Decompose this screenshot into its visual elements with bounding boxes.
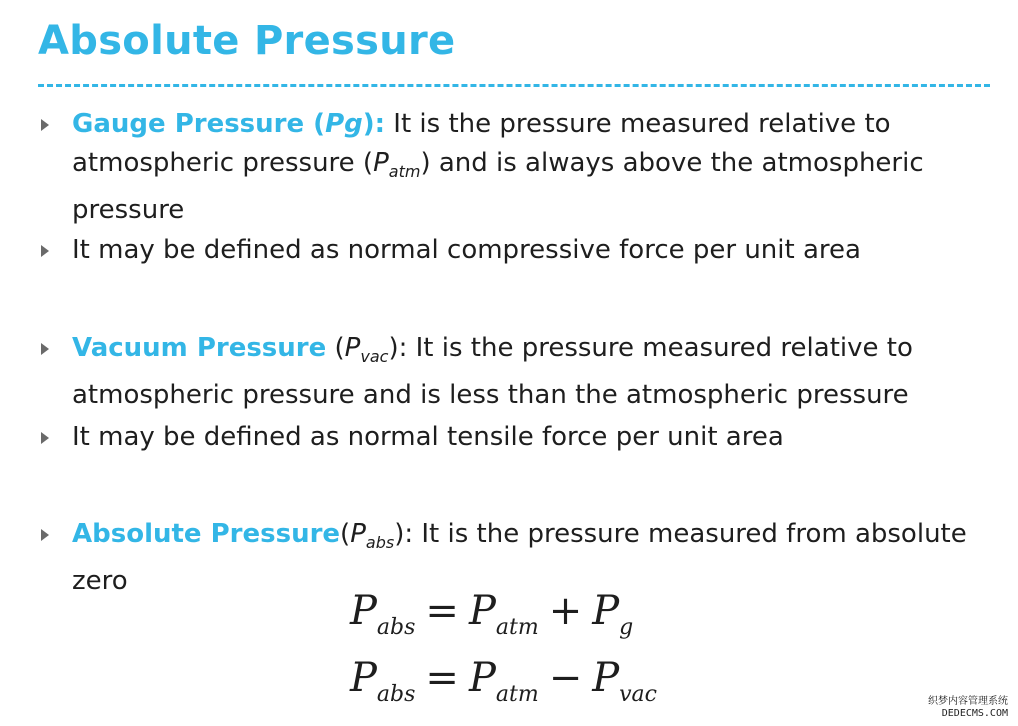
bullet-arrow-icon: [38, 515, 72, 554]
bullet-text: Vacuum Pressure $(P_{vac})$: It is the pressure measured relative to atmospheric pressure and is less than the atmospheric pressure: [72, 333, 913, 410]
term-label: Vacuum Pressure: [72, 333, 327, 363]
watermark: 织梦内容管理系统 DEDECMS.COM: [928, 696, 1008, 719]
bullet-text: Absolute $Pressure(P_{abs})$: It is the pressure measured from absolute zero: [72, 519, 967, 596]
bullet-arrow-icon: [38, 418, 72, 457]
bullet-arrow-icon: [38, 105, 72, 144]
bullet-text: Gauge Pressure (Pg): It is the pressure measured relative to atmospheric pressure $(P_{atm})$ and is always above the atmospheric pressure: [72, 109, 924, 225]
bullet-vacuum-pressure: [38, 329, 988, 415]
bullet-arrow-icon: [38, 329, 72, 368]
bullet-text: It may be defined as normal compressive force per unit area: [72, 235, 861, 265]
bullet-compressive-force: [38, 231, 988, 270]
formula-vacuum: $P_{abs} = P_{atm} - P_{vac}$: [350, 655, 657, 707]
title-divider: [38, 84, 990, 87]
bullet-text: It may be defined as normal tensile force per unit area: [72, 422, 784, 452]
bullet-tensile-force: [38, 418, 988, 457]
term-label: Absolute Pressure: [72, 519, 341, 549]
slide-title: Absolute Pressure: [38, 18, 456, 64]
bullet-gauge-pressure: [38, 105, 988, 230]
term-label: Gauge Pressure (Pg):: [72, 109, 386, 139]
formula-gauge: $P_{abs} = P_{atm} + P_g$: [350, 588, 634, 640]
bullet-arrow-icon: [38, 231, 72, 270]
